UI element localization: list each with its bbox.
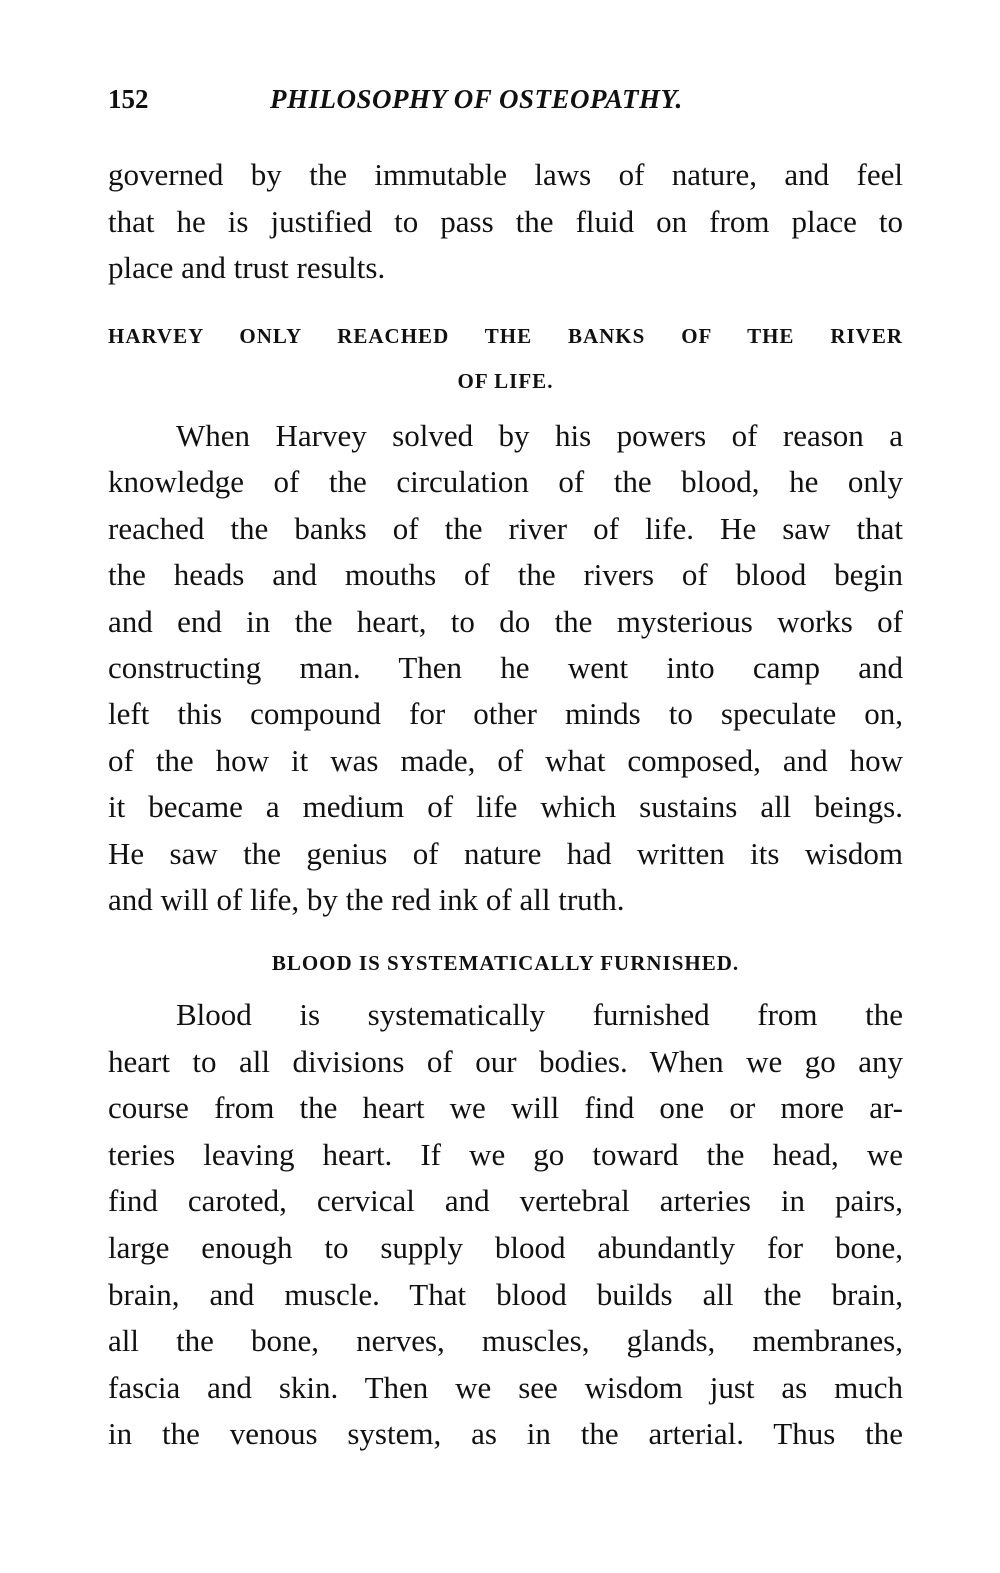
text-line: all the bone, nerves, muscles, glands, membranes, — [108, 1323, 903, 1359]
running-title: PHILOSOPHY OF OSTEOPATHY. — [270, 84, 683, 114]
text-line: that he is justified to pass the fluid on from place to — [108, 203, 903, 239]
section-heading: HARVEY ONLY REACHED THE BANKS OF THE RIVER — [108, 324, 903, 348]
text-line: constructing man. Then he went into camp and — [108, 650, 903, 685]
section-heading-cont: OF LIFE. — [457, 369, 554, 393]
text-line: it became a medium of life which sustains all beings. — [108, 789, 903, 825]
section-heading: BLOOD IS SYSTEMATICALLY FURNISHED. — [271, 951, 740, 975]
text-line: governed by the immutable laws of nature, and feel — [108, 157, 903, 192]
text-line: brain, and muscle. That blood builds all the brain, — [108, 1276, 903, 1312]
text-line: of the how it was made, of what composed, and how — [108, 742, 903, 778]
text-line: place and trust results. — [108, 250, 386, 285]
text-line: He saw the genius of nature had written its wisdom — [108, 835, 903, 871]
text-line: left this compound for other minds to speculate on, — [108, 696, 903, 732]
text-line: reached the banks of the river of life. He saw that — [108, 510, 903, 546]
page-number: 152 — [108, 84, 149, 114]
text-line: teries leaving heart. If we go toward the head, we — [108, 1136, 903, 1172]
text-line: course from the heart we will find one or more ar- — [108, 1090, 903, 1126]
text-line: the heads and mouths of the rivers of blood begin — [108, 557, 903, 593]
text-line: When Harvey solved by his powers of reason a — [176, 418, 903, 453]
text-line: find caroted, cervical and vertebral arteries in pairs, — [108, 1183, 903, 1219]
text-line: large enough to supply blood abundantly for bone, — [108, 1230, 903, 1265]
text-line: heart to all divisions of our bodies. When we go any — [108, 1043, 903, 1079]
text-line: Blood is systematically furnished from the — [176, 997, 903, 1032]
text-line: fascia and skin. Then we see wisdom just as much — [108, 1369, 903, 1405]
text-line: and will of life, by the red ink of all truth. — [108, 882, 625, 917]
text-line: knowledge of the circulation of the blood, he only — [108, 464, 903, 500]
text-line: and end in the heart, to do the mysterious works of — [108, 603, 903, 639]
text-line: in the venous system, as in the arterial. Thus the — [108, 1416, 903, 1452]
